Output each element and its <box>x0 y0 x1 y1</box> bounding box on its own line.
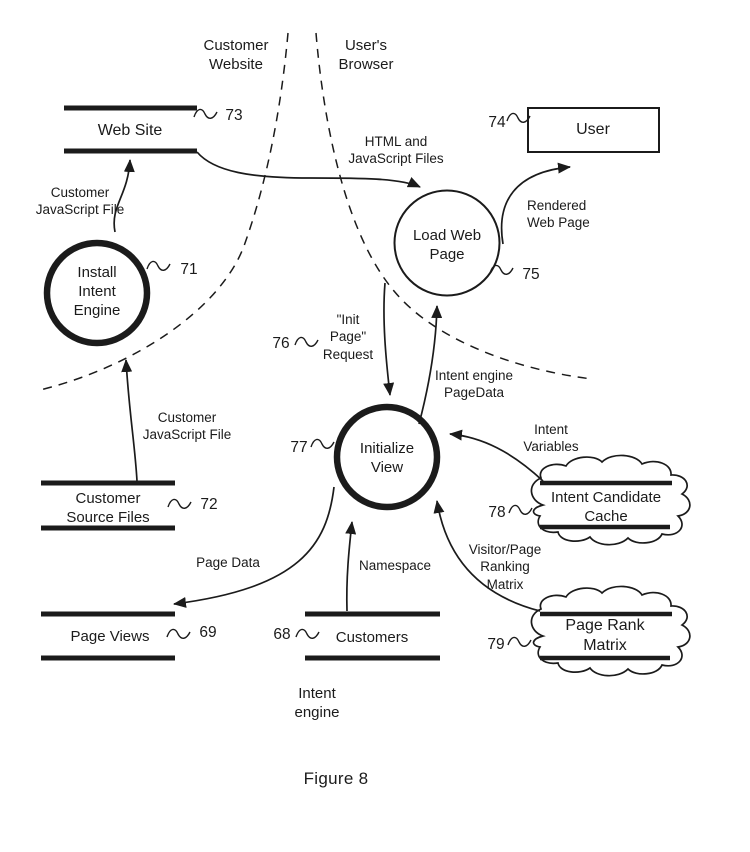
ref-number-68: 68 <box>273 626 291 643</box>
flow-label-intent-variables: Intent Variables <box>523 422 579 455</box>
user-label: User <box>576 121 610 138</box>
ref-squiggle-76 <box>295 337 318 346</box>
ref-number-75: 75 <box>522 266 540 283</box>
flow-page-data-arrow <box>174 487 334 604</box>
intent-candidate-cache-label: Intent Candidate Cache <box>550 489 662 526</box>
ref-number-69: 69 <box>199 624 217 641</box>
ref-number-78: 78 <box>488 504 506 521</box>
load-web-page-label: Load Web Page <box>412 227 482 264</box>
ref-squiggle-75 <box>490 265 513 274</box>
flow-label-init-page-request: "Init Page" Request <box>322 312 374 362</box>
ref-number-72: 72 <box>200 496 218 513</box>
flow-namespace-arrow <box>347 522 352 611</box>
ref-squiggle-78 <box>509 505 532 514</box>
ref-squiggle-72 <box>168 499 191 508</box>
flow-label-customer-js-file-top: Customer JavaScript File <box>35 185 125 218</box>
install-intent-engine-label: Install Intent Engine <box>73 264 121 320</box>
ref-squiggle-79 <box>508 637 531 646</box>
region-label-users-browser: User's Browser <box>338 37 394 74</box>
flow-label-customer-js-file-bottom: Customer JavaScript File <box>142 410 232 443</box>
ref-number-71: 71 <box>180 261 198 278</box>
flow-intent-engine-pagedata-arrow <box>419 306 437 424</box>
page-views-label: Page Views <box>70 628 150 645</box>
ref-number-73: 73 <box>225 107 243 124</box>
flow-label-intent-engine-pagedata: Intent engine PageData <box>434 368 514 401</box>
ref-squiggle-73 <box>194 109 217 118</box>
region-label-customer-website: Customer Website <box>203 37 269 74</box>
flow-label-page-data: Page Data <box>196 555 260 570</box>
ref-number-77: 77 <box>290 439 308 456</box>
flow-label-visitor-page-ranking: Visitor/Page Ranking Matrix <box>468 542 542 592</box>
ref-squiggle-77 <box>311 439 334 448</box>
ref-number-76: 76 <box>272 335 290 352</box>
customer-source-files-label: Customer Source Files <box>66 490 150 527</box>
customers-label: Customers <box>335 629 409 646</box>
region-label-intent-engine: Intent engine <box>294 685 340 722</box>
figure-caption: Figure 8 <box>303 769 369 788</box>
flow-customer-js-file-to-install-arrow <box>126 360 137 481</box>
ref-squiggle-74 <box>507 113 530 122</box>
initialize-view-label: Initialize View <box>359 440 415 477</box>
web-site-label: Web Site <box>97 122 163 139</box>
ref-number-74: 74 <box>488 114 506 131</box>
flow-init-page-request-arrow <box>384 283 390 395</box>
ref-squiggle-68 <box>296 629 319 638</box>
ref-number-79: 79 <box>487 636 505 653</box>
ref-squiggle-71 <box>147 261 170 270</box>
ref-squiggle-69 <box>167 629 190 638</box>
flow-label-html-js-files: HTML and JavaScript Files <box>348 134 444 167</box>
page-rank-matrix-label: Page Rank Matrix <box>565 617 645 655</box>
flow-label-namespace: Namespace <box>358 558 432 573</box>
flow-label-rendered-web-page: Rendered Web Page <box>527 198 590 231</box>
